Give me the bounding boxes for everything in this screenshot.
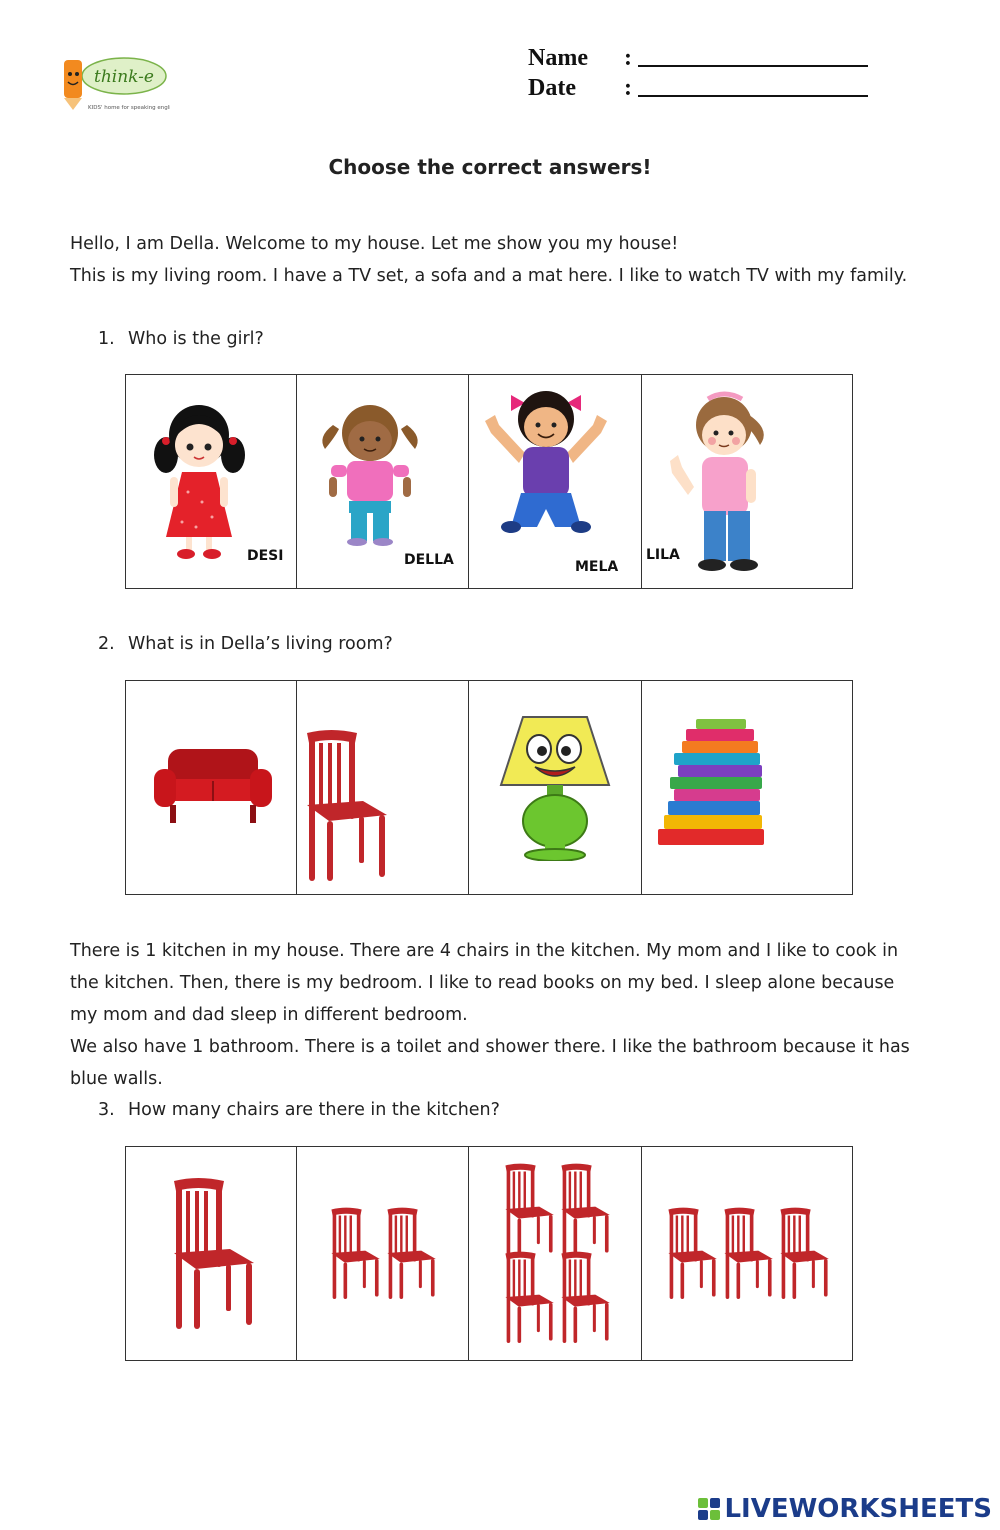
chair-icon xyxy=(329,1207,381,1299)
question-1-options xyxy=(125,374,853,589)
think-e-logo xyxy=(58,52,170,116)
passage-1-line-2: This is my living room. I have a TV set, a sofa and a mat here. I like to watch TV with my family. xyxy=(70,266,908,286)
mela-girl-icon xyxy=(481,381,611,539)
option-books[interactable] xyxy=(642,681,852,894)
question-2-number: 2. xyxy=(98,634,115,654)
question-2-options xyxy=(125,680,853,895)
question-3-number: 3. xyxy=(98,1100,115,1120)
chair-icon xyxy=(559,1251,611,1343)
option-mela[interactable] xyxy=(469,375,642,588)
question-1-number: 1. xyxy=(98,329,115,349)
question-3-text: How many chairs are there in the kitchen? xyxy=(128,1100,500,1120)
chair-icon xyxy=(559,1163,611,1255)
worksheet-title: Choose the correct answers! xyxy=(328,155,652,179)
option-one-chair[interactable] xyxy=(126,1147,297,1360)
logo-tagline: KIDS' home for speaking english xyxy=(88,105,170,111)
name-line[interactable] xyxy=(638,45,868,67)
question-3-options xyxy=(125,1146,853,1361)
option-lila[interactable] xyxy=(642,375,852,588)
liveworksheets-icon xyxy=(698,1498,720,1520)
della-girl-icon xyxy=(317,397,423,547)
logo-wordmark: think-e xyxy=(94,67,154,87)
date-colon: : xyxy=(624,75,632,101)
chair-icon xyxy=(503,1163,555,1255)
sofa-icon xyxy=(154,745,272,827)
option-della[interactable] xyxy=(297,375,469,588)
lamp-icon xyxy=(499,711,611,861)
lila-girl-icon xyxy=(664,385,776,580)
question-2-text: What is in Della’s living room? xyxy=(128,634,393,654)
chair-icon xyxy=(778,1207,830,1299)
option-sofa[interactable] xyxy=(126,681,297,894)
question-1-text: Who is the girl? xyxy=(128,329,264,349)
desi-girl-icon xyxy=(152,397,247,562)
date-line[interactable] xyxy=(638,75,868,97)
passage-2 xyxy=(70,935,915,1095)
chair-icon xyxy=(385,1207,437,1299)
option-label-lila: LILA xyxy=(646,547,680,563)
option-lamp[interactable] xyxy=(469,681,642,894)
passage-1-line-1: Hello, I am Della. Welcome to my house. Let me show you my house! xyxy=(70,234,679,254)
name-field[interactable] xyxy=(528,42,868,72)
chair-icon xyxy=(666,1207,718,1299)
name-colon: : xyxy=(624,45,632,71)
passage-2-line-2: We also have 1 bathroom. There is a toilet and shower there. I like the bathroom because it has blue walls. xyxy=(70,1037,910,1089)
date-field[interactable] xyxy=(528,72,868,102)
option-label-mela: MELA xyxy=(575,559,619,575)
chair-icon xyxy=(503,1251,555,1343)
chair-icon xyxy=(303,729,389,881)
chair-icon xyxy=(170,1177,256,1329)
liveworksheets-logo[interactable] xyxy=(698,1494,992,1524)
option-two-chairs[interactable] xyxy=(297,1147,469,1360)
option-label-desi: DESI xyxy=(247,548,284,564)
name-label: Name xyxy=(528,45,588,71)
option-label-della: DELLA xyxy=(404,552,454,568)
passage-2-line-1: There is 1 kitchen in my house. There are 4 chairs in the kitchen. My mom and I like to cook in the kitchen. Then, there is my bedroom. I like to read books on my bed. I sleep alone because my mom and dad sleep in different bedroom. xyxy=(70,941,899,1025)
books-icon xyxy=(656,717,770,849)
liveworksheets-wordmark: LIVEWORKSHEETS xyxy=(724,1494,992,1524)
passage-1 xyxy=(70,228,930,292)
date-label: Date xyxy=(528,75,576,101)
question-1 xyxy=(98,329,264,349)
option-desi[interactable] xyxy=(126,375,297,588)
question-2 xyxy=(98,634,393,654)
chair-icon xyxy=(722,1207,774,1299)
option-four-chairs[interactable] xyxy=(469,1147,642,1360)
option-chair[interactable] xyxy=(297,681,469,894)
question-3 xyxy=(98,1100,500,1120)
option-three-chairs[interactable] xyxy=(642,1147,852,1360)
